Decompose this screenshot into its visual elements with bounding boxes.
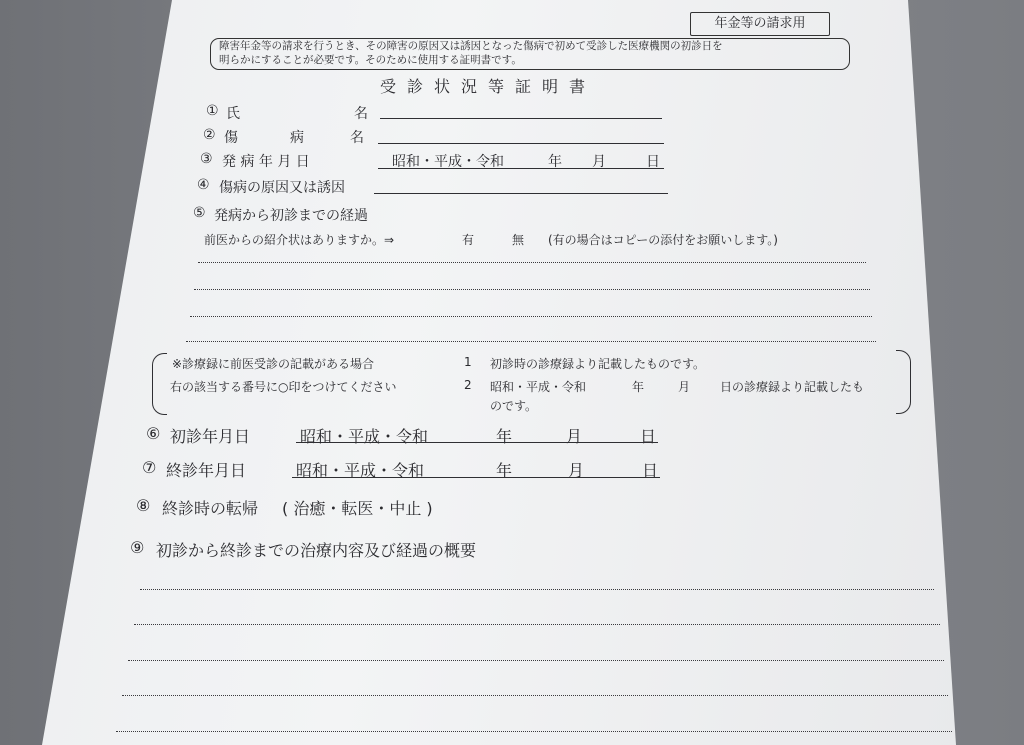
onset-day-label: 日 bbox=[646, 154, 660, 170]
record-option-2-continued: のです。 bbox=[490, 399, 538, 413]
notice-line-1: 障害年金等の請求を行うとき、その障害の原因又は誘因となった傷病で初めて受診した医療機関の初診日を bbox=[219, 40, 723, 52]
record-option-1-text: 初診時の診療録より記載したものです。 bbox=[490, 357, 706, 371]
first-visit-day: 日 bbox=[640, 427, 657, 446]
outcome-options[interactable]: ( 治癒・転医・中止 ) bbox=[282, 499, 433, 518]
first-visit-era: 昭和・平成・令和 bbox=[300, 427, 429, 446]
referral-yes-option[interactable]: 有 bbox=[462, 233, 475, 247]
record-option-2-number[interactable]: 2 bbox=[464, 378, 472, 392]
summary-label: 初診から終診までの治療内容及び経過の概要 bbox=[156, 541, 477, 560]
disease-name-field[interactable] bbox=[378, 143, 664, 144]
summary-line-2[interactable] bbox=[134, 624, 940, 625]
cause-number: ④ bbox=[197, 177, 210, 193]
onset-year-label: 年 bbox=[548, 154, 562, 170]
form-title: 受診状況等証明書 bbox=[380, 77, 597, 96]
course-line-4[interactable] bbox=[186, 341, 876, 342]
first-visit-year: 年 bbox=[496, 427, 513, 446]
disease-label-char-3: 名 bbox=[350, 130, 364, 146]
summary-line-3[interactable] bbox=[128, 660, 944, 661]
summary-line-1[interactable] bbox=[140, 589, 934, 590]
record-option-2-year: 年 bbox=[632, 380, 645, 394]
name-label-char-2: 名 bbox=[354, 106, 368, 122]
record-note-line-1: ※診療録に前医受診の記載がある場合 bbox=[172, 357, 375, 371]
summary-number: ⑨ bbox=[130, 538, 145, 557]
referral-question: 前医からの紹介状はありますか。⇒ bbox=[204, 233, 395, 247]
last-visit-year: 年 bbox=[496, 461, 513, 480]
name-number: ① bbox=[206, 103, 219, 119]
first-visit-label: 初診年月日 bbox=[170, 427, 251, 446]
course-line-3[interactable] bbox=[190, 316, 872, 317]
outcome-label: 終診時の転帰 bbox=[162, 499, 259, 518]
record-option-2-month: 月 bbox=[678, 380, 691, 394]
onset-date-field[interactable] bbox=[378, 168, 664, 169]
last-visit-label: 終診年月日 bbox=[166, 461, 247, 480]
course-line-1[interactable] bbox=[198, 262, 866, 263]
notice-line-2: 明らかにすることが必要です。そのために使用する証明書です。 bbox=[219, 54, 522, 66]
course-line-2[interactable] bbox=[194, 289, 870, 290]
first-visit-date-field[interactable] bbox=[296, 442, 658, 443]
cause-label: 傷病の原因又は誘因 bbox=[219, 180, 345, 196]
name-field[interactable] bbox=[380, 118, 662, 119]
course-label: 発病から初診までの経過 bbox=[214, 208, 368, 224]
disease-number: ② bbox=[203, 127, 216, 143]
instruction-notice-box bbox=[210, 38, 850, 70]
record-note-line-2: 右の該当する番号に○印をつけてください bbox=[170, 380, 397, 394]
last-visit-number: ⑦ bbox=[142, 458, 157, 477]
record-option-1-number[interactable]: 1 bbox=[464, 355, 472, 369]
summary-line-5[interactable] bbox=[116, 731, 952, 732]
record-option-2-era: 昭和・平成・令和 bbox=[490, 380, 587, 394]
first-visit-month: 月 bbox=[566, 427, 583, 446]
onset-month-label: 月 bbox=[592, 154, 606, 170]
record-option-2-day: 日の診療録より記載したも bbox=[720, 380, 865, 394]
summary-line-4[interactable] bbox=[122, 695, 948, 696]
outcome-number: ⑧ bbox=[136, 496, 151, 515]
last-visit-day: 日 bbox=[642, 461, 659, 480]
cause-field[interactable] bbox=[374, 193, 668, 194]
disease-label-char-2: 病 bbox=[290, 130, 304, 146]
course-number: ⑤ bbox=[193, 205, 206, 221]
disease-label-char-1: 傷 bbox=[224, 130, 238, 146]
last-visit-month: 月 bbox=[568, 461, 585, 480]
onset-label: 発 病 年 月 日 bbox=[222, 154, 310, 170]
name-label-char-1: 氏 bbox=[226, 106, 240, 122]
record-box-left-bracket bbox=[152, 353, 167, 415]
referral-no-option[interactable]: 無 bbox=[512, 233, 525, 247]
onset-era-options: 昭和・平成・令和 bbox=[392, 154, 504, 170]
form-purpose-tag: 年金等の請求用 bbox=[690, 12, 830, 36]
record-box-right-bracket bbox=[896, 350, 911, 414]
referral-note: (有の場合はコピーの添付をお願いします。) bbox=[548, 233, 778, 247]
last-visit-era: 昭和・平成・令和 bbox=[296, 461, 425, 480]
onset-number: ③ bbox=[200, 151, 213, 167]
last-visit-date-field[interactable] bbox=[292, 477, 660, 478]
first-visit-number: ⑥ bbox=[146, 424, 161, 443]
